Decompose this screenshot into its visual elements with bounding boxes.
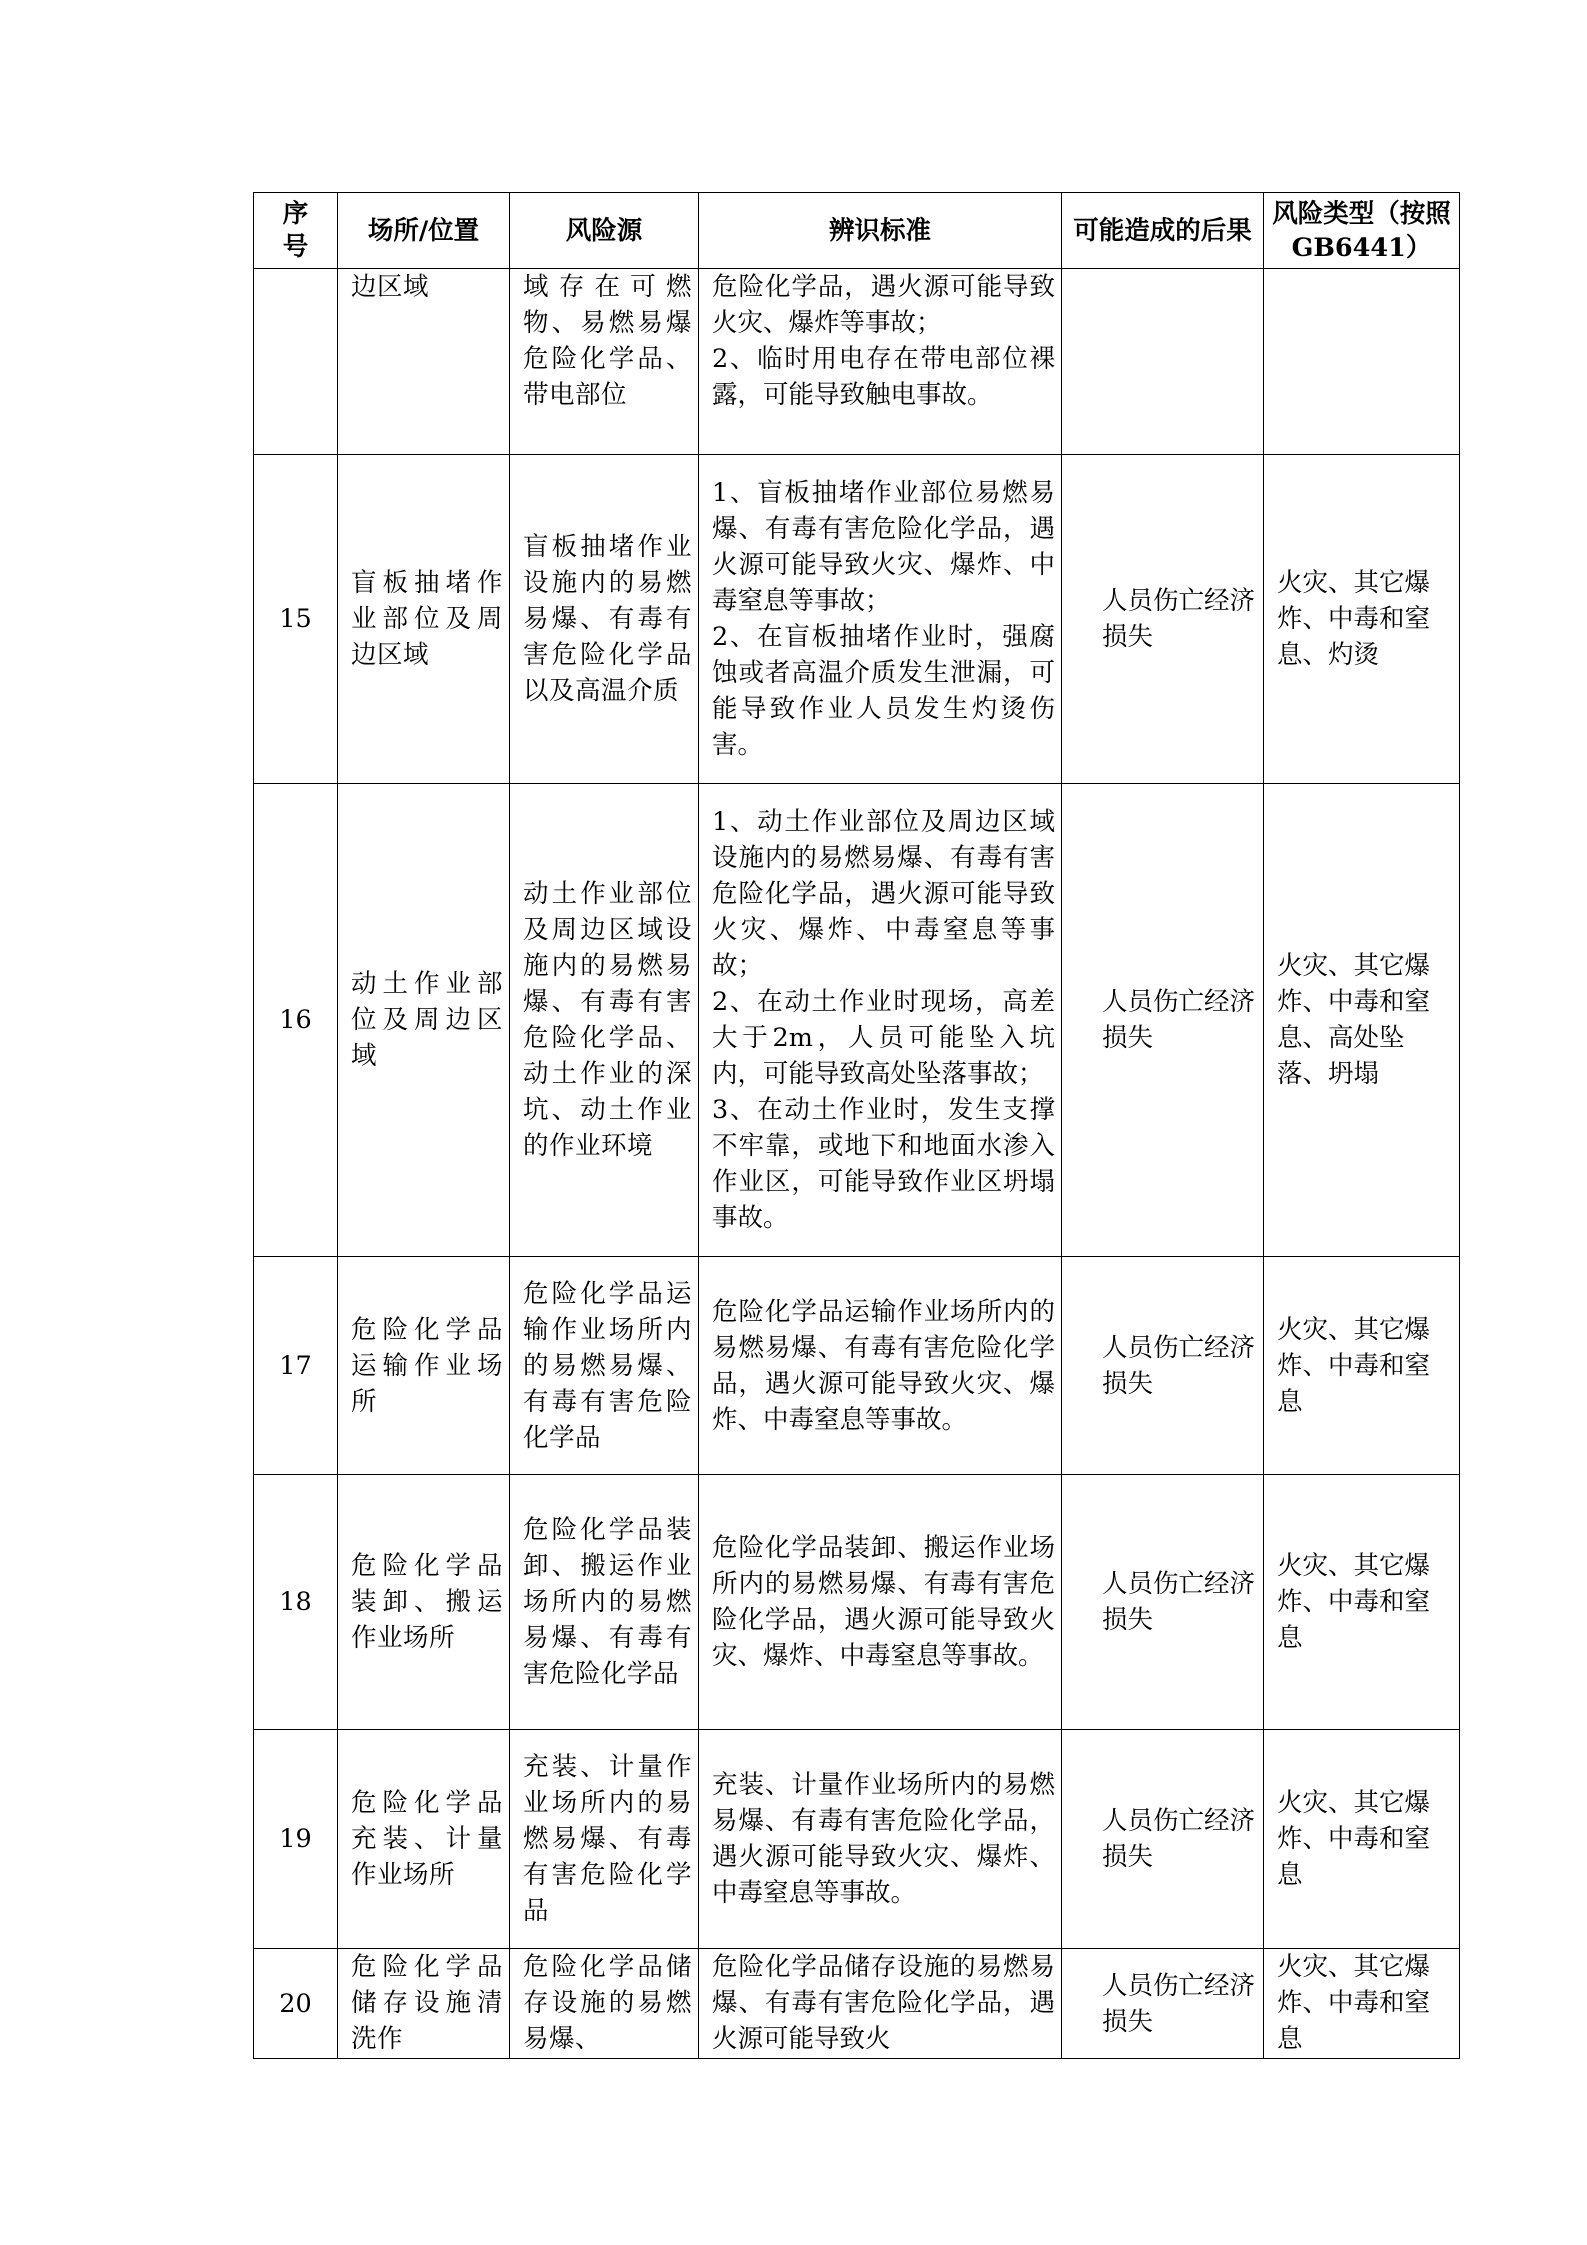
row-risk-type: 火灾、其它爆炸、中毒和窒息 — [1264, 1730, 1460, 1949]
row-consequence: 人员伤亡经济损失 — [1062, 784, 1264, 1257]
criteria-item: 2、在动土作业时现场，高差大于2m，人员可能坠入坑内，可能导致高处坠落事故； — [712, 987, 1055, 1089]
criteria-item: 1、盲板抽堵作业部位易燃易爆、有毒有害危险化学品，遇火源可能导致火灾、爆炸、中毒窒息等事故； — [712, 478, 1055, 616]
row-risk-type: 火灾、其它爆炸、中毒和窒息、高处坠落、坍塌 — [1264, 784, 1460, 1257]
row-source: 危险化学品装卸、搬运作业场所内的易燃易爆、有毒有害危险化学品 — [510, 1475, 699, 1730]
row-source: 充装、计量作业场所内的易燃易爆、有毒有害危险化学品 — [510, 1730, 699, 1949]
row-number: 19 — [254, 1730, 338, 1949]
row-criteria — [699, 1475, 1062, 1730]
row-risk-type: 火灾、其它爆炸、中毒和窒息 — [1264, 1257, 1460, 1475]
row-consequence: 人员伤亡经济损失 — [1062, 1475, 1264, 1730]
row-place: 危险化学品装卸、搬运作业场所 — [338, 1475, 510, 1730]
row-source: 危险化学品运输作业场所内的易燃易爆、有毒有害危险化学品 — [510, 1257, 699, 1475]
criteria-item: 危险化学品运输作业场所内的易燃易爆、有毒有害危险化学品，遇火源可能导致火灾、爆炸、中毒窒息等事故。 — [712, 1296, 1055, 1435]
table-row — [254, 1949, 1460, 2059]
table-row — [254, 784, 1460, 1257]
table-row — [254, 269, 1460, 455]
header-place: 场所/位置 — [338, 193, 510, 269]
row-place: 边区域 — [338, 269, 510, 455]
row-number: 18 — [254, 1475, 338, 1730]
row-risk-type — [1264, 269, 1460, 455]
row-criteria — [699, 269, 1062, 455]
row-place: 动土作业部位及周边区域 — [338, 784, 510, 1257]
criteria-item: 危险化学品储存设施的易燃易爆、有毒有害危险化学品，遇火源可能导致火 — [712, 1952, 1055, 2054]
header-criteria: 辨识标准 — [699, 193, 1062, 269]
criteria-item: 3、在动土作业时，发生支撑不牢靠，或地下和地面水渗入作业区，可能导致作业区坍塌事故。 — [712, 1095, 1055, 1233]
row-consequence: 人员伤亡经济损失 — [1062, 455, 1264, 784]
criteria-item: 2、临时用电存在带电部位裸露，可能导致触电事故。 — [712, 344, 1055, 410]
row-consequence: 人员伤亡经济损失 — [1062, 1257, 1264, 1475]
row-source: 盲板抽堵作业设施内的易燃易爆、有毒有害危险化学品以及高温介质 — [510, 455, 699, 784]
criteria-item: 1、动土作业部位及周边区域设施内的易燃易爆、有毒有害危险化学品，遇火源可能导致火灾、爆炸、中毒窒息等事故； — [712, 807, 1055, 981]
criteria-item: 2、在盲板抽堵作业时，强腐蚀或者高温介质发生泄漏，可能导致作业人员发生灼烫伤害。 — [712, 622, 1055, 760]
row-consequence — [1062, 269, 1264, 455]
header-row — [254, 193, 1460, 269]
row-source: 危险化学品储存设施的易燃易爆、 — [510, 1949, 699, 2059]
row-risk-type: 火灾、其它爆炸、中毒和窒息 — [1264, 1949, 1460, 2059]
table-body — [254, 269, 1460, 2059]
row-consequence: 人员伤亡经济损失 — [1062, 1949, 1264, 2059]
criteria-item: 危险化学品，遇火源可能导致火灾、爆炸等事故； — [712, 272, 1055, 338]
row-consequence: 人员伤亡经济损失 — [1062, 1730, 1264, 1949]
row-source: 动土作业部位及周边区域设施内的易燃易爆、有毒有害危险化学品、动土作业的深坑、动土作业的作业环境 — [510, 784, 699, 1257]
row-number: 15 — [254, 455, 338, 784]
row-criteria — [699, 784, 1062, 1257]
header-no: 序号 — [254, 193, 338, 269]
row-criteria — [699, 1949, 1062, 2059]
table-row — [254, 455, 1460, 784]
row-number — [254, 269, 338, 455]
row-number: 16 — [254, 784, 338, 1257]
row-number: 20 — [254, 1949, 338, 2059]
row-source: 域存在可燃物、易燃易爆危险化学品、带电部位 — [510, 269, 699, 455]
row-criteria — [699, 1257, 1062, 1475]
header-consequence: 可能造成的后果 — [1062, 193, 1264, 269]
row-place: 危险化学品运输作业场所 — [338, 1257, 510, 1475]
row-risk-type: 火灾、其它爆炸、中毒和窒息、灼烫 — [1264, 455, 1460, 784]
row-number: 17 — [254, 1257, 338, 1475]
risk-table — [253, 192, 1460, 2059]
table-row — [254, 1730, 1460, 1949]
header-source: 风险源 — [510, 193, 699, 269]
row-place: 危险化学品储存设施清洗作 — [338, 1949, 510, 2059]
row-place: 盲板抽堵作业部位及周边区域 — [338, 455, 510, 784]
row-risk-type: 火灾、其它爆炸、中毒和窒息 — [1264, 1475, 1460, 1730]
header-type: 风险类型（按照GB6441） — [1264, 193, 1460, 269]
criteria-item: 危险化学品装卸、搬运作业场所内的易燃易爆、有毒有害危险化学品，遇火源可能导致火灾、爆炸、中毒窒息等事故。 — [712, 1533, 1055, 1671]
row-criteria — [699, 455, 1062, 784]
row-criteria — [699, 1730, 1062, 1949]
row-place: 危险化学品充装、计量作业场所 — [338, 1730, 510, 1949]
criteria-item: 充装、计量作业场所内的易燃易爆、有毒有害危险化学品，遇火源可能导致火灾、爆炸、中毒窒息等事故。 — [712, 1770, 1055, 1908]
table-row — [254, 1257, 1460, 1475]
table-row — [254, 1475, 1460, 1730]
